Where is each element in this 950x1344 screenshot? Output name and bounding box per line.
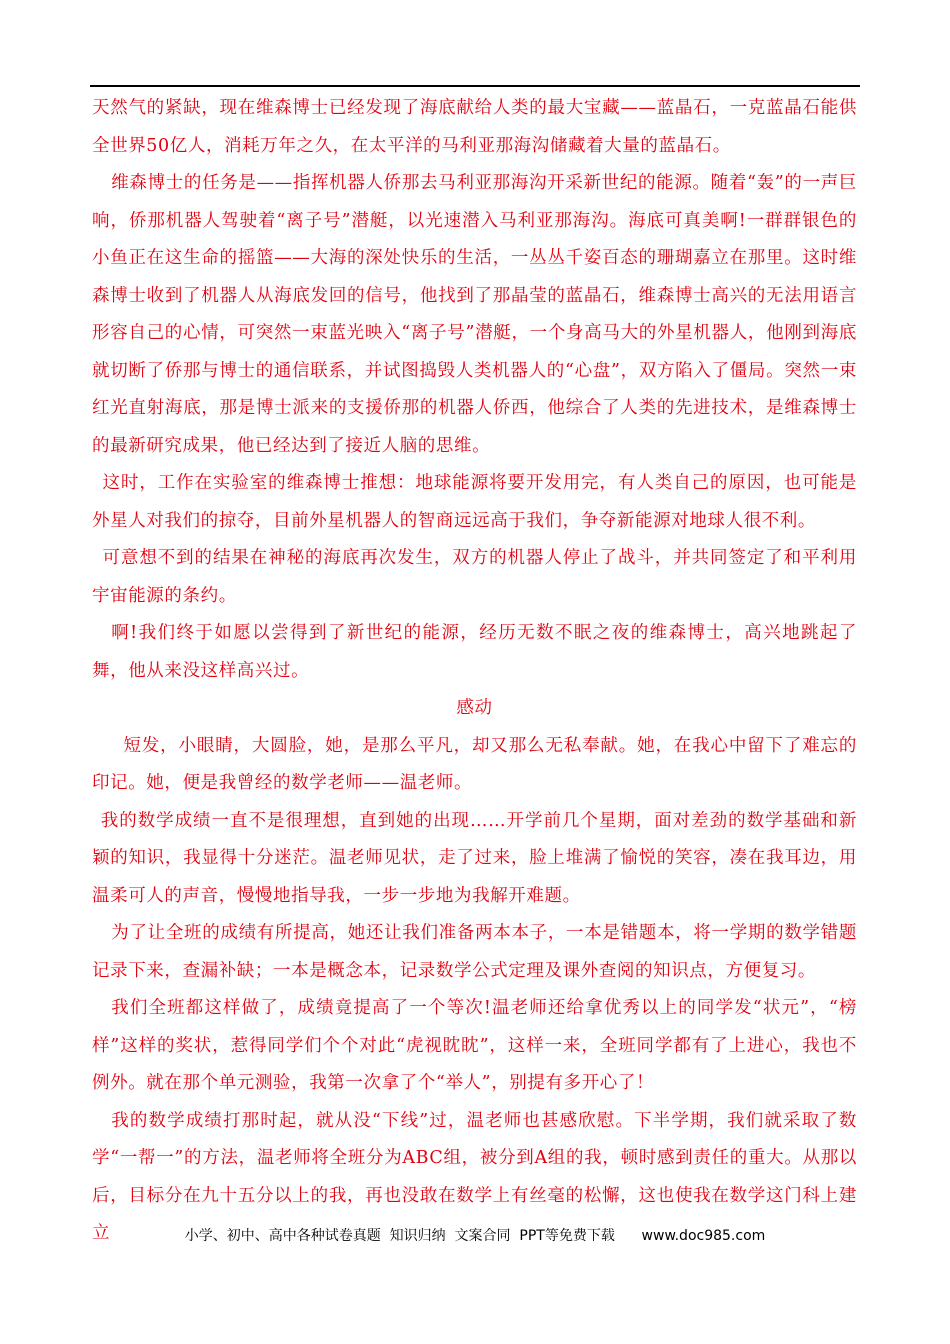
essay-paragraph-3: 为了让全班的成绩有所提高，她还让我们准备两本本子，一本是错题本，将一学期的数学错题记录下来，查漏补缺；一本是概念本，记录数学公式定理及课外查阅的知识点，方便复习。	[92, 923, 857, 981]
story-paragraph-1: 天然气的紧缺，现在维森博士已经发现了海底献给人类的最大宝藏——蓝晶石，一克蓝晶石能供全世界50亿人，消耗万年之久，在太平洋的马利亚那海沟储藏着大量的蓝晶石。	[92, 98, 857, 156]
essay-title: 感动	[456, 698, 493, 718]
essay-paragraph-4: 我们全班都这样做了，成绩竟提高了一个等次!温老师还给拿优秀以上的同学发“状元”，“榜样”这样的奖状，惹得同学们个个对此“虎视眈眈”，这样一来，全班同学都有了上进心，我也不例外。就在那个单元测验，我第一次拿了个“举人”，别提有多开心了！	[92, 998, 857, 1093]
story-paragraph-4: 可意想不到的结果在神秘的海底再次发生，双方的机器人停止了战斗，并共同签定了和平利用宇宙能源的条约。	[92, 548, 857, 606]
story-paragraph-3: 这时，工作在实验室的维森博士推想：地球能源将要开发用完，有人类自己的原因，也可能是外星人对我们的掠夺，目前外星机器人的智商远远高于我们，争夺新能源对地球人很不利。	[92, 473, 857, 531]
essay-paragraph-5: 我的数学成绩打那时起，就从没“下线”过，温老师也甚感欣慰。下半学期，我们就采取了数学“一帮一”的方法，温老师将全班分为ABC组，被分到A组的我，顿时感到责任的重大。从那以后，目标分在九十五分以上的我，再也没敢在数学上有丝毫的松懈，这也使我在数学这门科上建立	[92, 1110, 857, 1243]
story-paragraph-2: 维森博士的任务是——指挥机器人侨那去马利亚那海沟开采新世纪的能源。随着“轰”的一声巨响，侨那机器人驾驶着“离子号”潜艇，以光速潜入马利亚那海沟。海底可真美啊!一群群银色的小鱼正在这生命的摇篮——大海的深处快乐的生活，一丛丛千姿百态的珊瑚嘉立在那里。这时维森博士收到了机器人从海底发回的信号，他找到了那晶莹的蓝晶石，维森博士高兴的无法用语言形容自己的心情，可突然一束蓝光映入“离子号”潜艇，一个身高马大的外星机器人，他刚到海底就切断了侨那与博士的通信联系，并试图捣毁人类机器人的“心盘”，双方陷入了僵局。突然一束红光直射海底，那是博士派来的支援侨那的机器人侨西，他综合了人类的先进技术，是维森博士的最新研究成果，他已经达到了接近人脑的思维。	[92, 173, 857, 456]
story-paragraph-5: 啊!我们终于如愿以尝得到了新世纪的能源，经历无数不眠之夜的维森博士，高兴地跳起了舞，他从来没这样高兴过。	[92, 623, 857, 681]
essay-paragraph-2: 我的数学成绩一直不是很理想，直到她的出现……开学前几个星期，面对差劲的数学基础和新颖的知识，我显得十分迷茫。温老师见状，走了过来，脸上堆满了愉悦的笑容，凑在我耳边，用温柔可人的声音，慢慢地指导我，一步一步地为我解开难题。	[92, 810, 857, 906]
essay-paragraph-1: 短发，小眼睛，大圆脸，她，是那么平凡，却又那么无私奉献。她，在我心中留下了难忘的印记。她，便是我曾经的数学老师——温老师。	[92, 735, 857, 793]
footer-banner: 小学、初中、高中各种试卷真题 知识归纳 文案合同 PPT等免费下载 www.doc985.com	[184, 1228, 766, 1244]
document-body	[92, 90, 857, 1253]
header-rule	[90, 85, 860, 87]
